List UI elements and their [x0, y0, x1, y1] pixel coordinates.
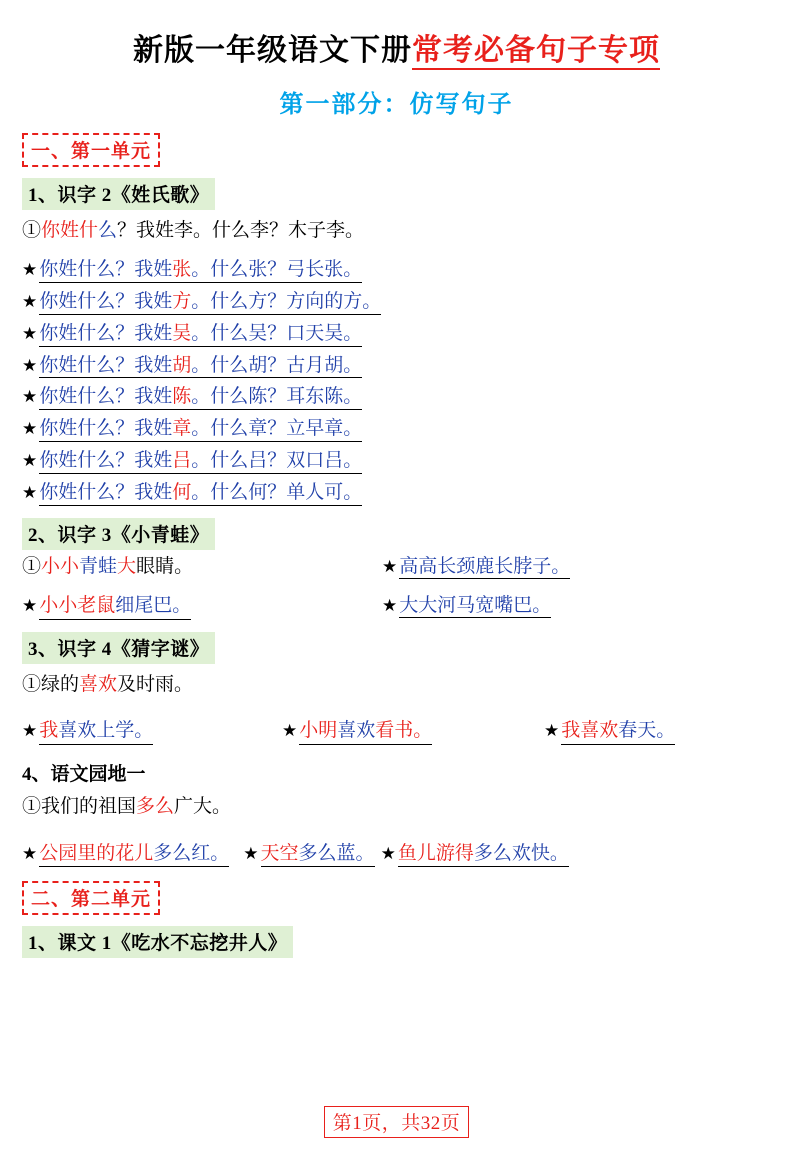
- example-text-plain-4: ①我们的祖国: [22, 795, 137, 817]
- answer-underline: [39, 483, 362, 506]
- answer-seg-red: 公园里的花儿: [39, 843, 154, 865]
- answer-underline: [39, 720, 153, 745]
- example-text-plain-3b: 及时雨。: [117, 673, 194, 695]
- answer-seg-blue-2: 。什么陈？耳东陈。: [191, 386, 363, 408]
- answer-seg-blue-2: 。什么方？方向的方。: [191, 290, 382, 312]
- answer-seg-red: 小小老鼠: [39, 594, 116, 616]
- answer-underline: [39, 324, 362, 347]
- document-page: [0, 32, 793, 1154]
- example-text-red-4: 多么: [136, 795, 175, 817]
- star-icon: ★: [382, 557, 398, 577]
- answer-seg-blue: 你姓什么？我姓: [39, 354, 173, 376]
- answer-seg-blue: 你姓什么？我姓: [39, 290, 173, 312]
- answer-seg-blue: 喜欢: [337, 720, 376, 741]
- page-number: 第1页，共32页: [324, 1106, 470, 1138]
- lesson-1-example: [22, 216, 793, 246]
- lesson-4-heading: 4、语文园地一: [22, 763, 146, 785]
- answer-seg-blue: 多么红。: [153, 843, 230, 865]
- answer-seg-red: 吕: [172, 450, 192, 472]
- lesson-2-row-1: [22, 556, 793, 579]
- answer-underline: [39, 451, 362, 474]
- answer-underline: [39, 387, 362, 410]
- example-marker: ①: [22, 219, 42, 241]
- answer-seg-blue: 你姓什么？我姓: [39, 258, 173, 280]
- lesson-3-answers: [22, 720, 793, 745]
- lesson-4-answers: [22, 844, 793, 867]
- lesson-1-wrap: [0, 178, 793, 210]
- answer-seg-blue: 细尾巴。: [115, 594, 192, 616]
- lesson-1-heading: 1、识字 2《姓氏歌》: [22, 178, 215, 210]
- title-red-part: 常考必备句子专项: [412, 34, 660, 70]
- example-text-plain-4b: 广大。: [174, 795, 232, 817]
- lesson-3-example: [22, 670, 793, 700]
- answer-seg-red: 鱼儿游得: [397, 843, 474, 865]
- page-subtitle: 第一部分：仿写句子: [279, 91, 514, 118]
- answer-underline: [39, 356, 362, 379]
- answer-seg-red: 陈: [172, 386, 192, 408]
- answer-row: [22, 356, 793, 379]
- example-text-red-2b: 大: [117, 556, 137, 578]
- answer-underline: [39, 292, 381, 315]
- answer-underline: [39, 419, 362, 442]
- answer-seg-blue: 你姓什么？我姓: [39, 418, 173, 440]
- answer-seg-red-2: 看书。: [375, 720, 433, 741]
- answer-row: [22, 720, 282, 745]
- star-icon: ★: [22, 721, 38, 740]
- answer-seg-blue-2: 。什么何？单人可。: [191, 482, 363, 504]
- answer-seg-red: 张: [172, 258, 192, 280]
- star-icon: ★: [282, 721, 298, 740]
- answer-underline: [39, 260, 362, 283]
- star-icon: ★: [22, 844, 38, 864]
- answer-seg-blue: 春天。: [618, 720, 676, 741]
- answer-seg-blue: 你姓什么？我姓: [39, 482, 173, 504]
- example-marker: ①: [22, 556, 42, 578]
- answer-seg-blue-2: 。什么张？弓长张。: [191, 258, 363, 280]
- page-title: [0, 32, 793, 70]
- answer-row: [22, 260, 793, 283]
- answer-seg-blue: 你姓什么？我姓: [39, 386, 173, 408]
- answer-seg-red: 天空: [260, 843, 299, 865]
- title-black-part: 新版一年级语文下册: [133, 34, 412, 67]
- unit-1-heading: 一、第一单元: [22, 133, 160, 167]
- answer-seg-blue: 你姓什么？我姓: [39, 450, 173, 472]
- answer-seg-red: 我喜欢: [561, 720, 619, 741]
- lesson-2-row-2: [22, 595, 793, 620]
- answer-underline: [561, 720, 675, 745]
- star-icon: ★: [243, 844, 259, 864]
- answer-row: [22, 419, 793, 442]
- star-icon: ★: [22, 291, 38, 311]
- answer-seg-blue-2: 。什么胡？古月胡。: [191, 354, 363, 376]
- answer-seg-blue: 多么欢快。: [473, 843, 569, 865]
- footer: [0, 1106, 793, 1138]
- star-icon: ★: [22, 451, 38, 471]
- answer-row: [22, 595, 382, 620]
- example-text-plain-3: ①绿的: [22, 673, 80, 695]
- star-icon: ★: [22, 387, 38, 407]
- answer-seg-blue-2: 。什么章？立早章。: [191, 418, 363, 440]
- lesson-3-wrap: [0, 632, 793, 664]
- answer-underline: [261, 844, 375, 867]
- star-icon: ★: [22, 323, 38, 343]
- answer-underline: [398, 844, 569, 867]
- star-icon: ★: [382, 595, 398, 615]
- answer-seg-red: 何: [172, 482, 192, 504]
- answer-seg-blue: 你姓什么？我姓: [39, 322, 173, 344]
- example-text-red-1: 你姓什: [41, 219, 99, 241]
- star-icon: ★: [22, 483, 38, 503]
- answer-seg-red: 方: [172, 290, 192, 312]
- unit-2-heading: 二、第二单元: [22, 881, 160, 915]
- answer-row: [22, 292, 793, 315]
- answer-row: [382, 556, 732, 579]
- answer-row: [544, 720, 774, 745]
- lesson-2-wrap: [0, 518, 793, 550]
- lesson-3-heading: 3、识字 4《猜字谜》: [22, 632, 215, 664]
- lesson-2-heading: 2、识字 3《小青蛙》: [22, 518, 215, 550]
- unit-1-heading-wrap: [0, 133, 793, 167]
- star-icon: ★: [380, 844, 396, 864]
- lesson-5-heading: 1、课文 1《吃水不忘挖井人》: [22, 926, 293, 958]
- example-text-plain-2: 眼睛。: [136, 556, 194, 578]
- answer-row: [22, 451, 793, 474]
- lesson-2-example: [22, 556, 382, 579]
- answer-seg-blue: 多么蓝。: [298, 843, 375, 865]
- answer-underline: [39, 595, 191, 620]
- answer-seg-red: 小明: [299, 720, 338, 741]
- star-icon: ★: [22, 355, 38, 375]
- answer-text: 高高长颈鹿长脖子。: [399, 556, 571, 578]
- answer-row: [22, 324, 793, 347]
- answer-seg-red: 我: [39, 720, 59, 741]
- answer-seg-blue-2: 。什么吕？双口吕。: [191, 450, 363, 472]
- example-text-red-2: 小小: [41, 556, 80, 578]
- star-icon: ★: [22, 419, 38, 439]
- answer-row: [382, 595, 732, 620]
- answer-seg-red: 章: [172, 418, 192, 440]
- unit-2-heading-wrap: [0, 881, 793, 915]
- example-text-blue-1: 么: [98, 219, 118, 241]
- star-icon: ★: [22, 595, 38, 615]
- answer-seg-blue: 喜欢上学。: [58, 720, 154, 741]
- answer-row: [22, 483, 793, 506]
- answer-seg-red: 胡: [172, 354, 192, 376]
- lesson-5-wrap: [0, 926, 793, 958]
- answer-underline: [39, 844, 229, 867]
- answer-seg-red: 吴: [172, 322, 192, 344]
- example-text-red-3: 喜欢: [79, 673, 118, 695]
- lesson-4-example: [22, 792, 793, 822]
- answer-seg-blue-2: 。什么吴？口天吴。: [191, 322, 363, 344]
- answer-row: [282, 720, 544, 745]
- answer-underline: [299, 720, 432, 745]
- star-icon: ★: [544, 721, 560, 740]
- star-icon: ★: [22, 259, 38, 279]
- answer-row: [22, 387, 793, 410]
- example-text-plain-1: ？我姓李。什么李？木子李。: [117, 219, 365, 241]
- example-text-blue-2: 青蛙: [79, 556, 118, 578]
- answer-text: 大大河马宽嘴巴。: [399, 594, 552, 616]
